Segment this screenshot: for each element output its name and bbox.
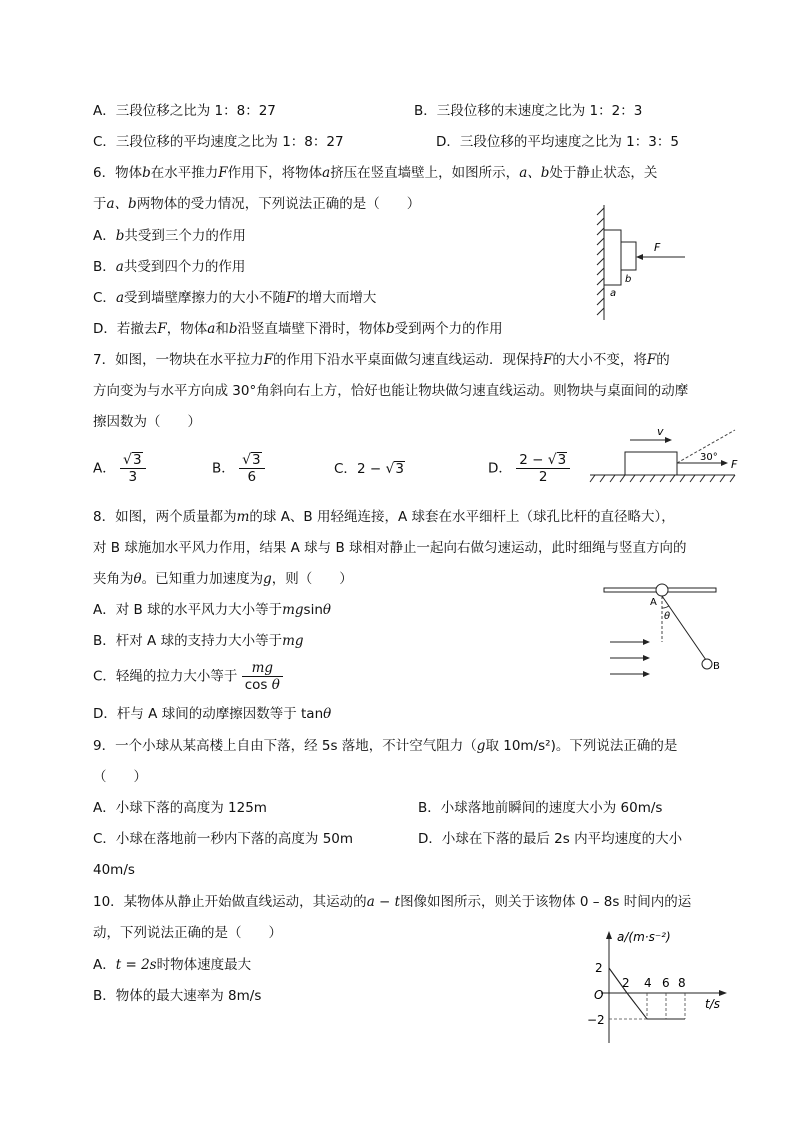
- label-b: B: [713, 661, 720, 672]
- ball-a: [656, 584, 668, 596]
- block: [625, 452, 677, 475]
- q8-c-fraction: $\frac{mg}{\text{cos θ}}$: [242, 660, 283, 693]
- label-b: b: [625, 274, 632, 285]
- q6-option-d: D．若撤去F，物体a和b沿竖直墙壁下滑时，物体b受到两个力的作用: [93, 321, 503, 337]
- q6-stem-line1: 6．物体b在水平推力F作用下，将物体a挤压在竖直墙壁上，如图所示，a、b处于静止状态，关: [93, 165, 658, 181]
- q7-b-fraction: $\frac{√3}{6}$: [239, 452, 265, 485]
- label-f: F: [731, 458, 738, 471]
- q10-option-b: B．物体的最大速率为 8m/s: [93, 988, 262, 1004]
- q9-option-c: C．小球在落地前一秒内下落的高度为 50m: [93, 831, 354, 847]
- q8-option-c: C．轻绳的拉力大小等于 $\frac{mg}{\text{cos θ}}$: [93, 660, 283, 693]
- y-axis-arrowhead: [606, 931, 612, 939]
- block-b: [621, 242, 636, 270]
- label-a: a: [610, 288, 617, 299]
- x-tick-2: 2: [622, 976, 630, 990]
- q9-stem-line2: （ ）: [93, 769, 147, 785]
- block-a: [604, 230, 621, 285]
- x-tick-8: 8: [678, 976, 686, 990]
- q7-stem-line3: 擦因数为（ ）: [93, 414, 201, 430]
- q10-option-a: A．t = 2s时物体速度最大: [93, 957, 252, 973]
- y-axis-label: a/(m·s⁻²): [617, 930, 671, 944]
- y-tick-neg2: −2: [587, 1013, 605, 1027]
- x-axis-label: t/s: [705, 997, 720, 1011]
- q8-stem-line3: 夹角为θ。已知重力加速度为g，则（ ）: [93, 571, 353, 587]
- q8-option-b: B．杆对 A 球的支持力大小等于mg: [93, 633, 304, 649]
- q9-option-b: B．小球落地前瞬间的速度大小为 60m/s: [418, 800, 663, 816]
- x-tick-6: 6: [662, 976, 670, 990]
- q8-stem-line2: 对 B 球施加水平风力作用，结果 A 球与 B 球相对静止一起向右做匀速运动，此时细绳与竖直方向的: [93, 540, 687, 556]
- q10-stem-line2: 动，下列说法正确的是（ ）: [93, 925, 282, 941]
- q6-option-b: B．a共受到四个力的作用: [93, 259, 246, 275]
- q7-option-d: D． $\frac{2 - √3}{2}$: [488, 452, 570, 485]
- q6-wall-figure: [590, 200, 700, 325]
- q7-option-b: B． $\frac{√3}{6}$: [212, 452, 265, 485]
- wall-hatching: [597, 205, 604, 320]
- angle-arc: [662, 606, 669, 608]
- x-axis-arrowhead: [719, 990, 727, 996]
- q6-option-c: C．a受到墙壁摩擦力的大小不随F的增大而增大: [93, 290, 377, 306]
- q7-option-a: A． $\frac{√3}{3}$: [93, 452, 146, 485]
- q7-block-figure: [585, 420, 745, 488]
- y-tick-2: 2: [595, 961, 603, 975]
- q8-option-a: A．对 B 球的水平风力大小等于mgsinθ: [93, 602, 332, 618]
- q5-option-d: D．三段位移的平均速度之比为 1：3：5: [436, 134, 679, 150]
- q7-option-c: C．2 − √3: [334, 461, 404, 477]
- origin-label: O: [594, 988, 604, 1002]
- q10-a-t-graph: [585, 925, 735, 1047]
- q9-stem-line1: 9．一个小球从某高楼上自由下落，经 5s 落地，不计空气阻力（g取 10m/s²)。下列说法正确的是: [93, 738, 678, 754]
- x-tick-4: 4: [644, 976, 652, 990]
- label-30-degrees: 30°: [700, 452, 718, 463]
- q8-rod-figure: [600, 578, 730, 678]
- q9-option-a: A．小球下落的高度为 125m: [93, 800, 267, 816]
- label-v: v: [657, 425, 664, 438]
- label-theta: θ: [664, 611, 671, 622]
- q7-d-fraction: $\frac{2 - √3}{2}$: [516, 452, 570, 485]
- q5-option-c: C．三段位移的平均速度之比为 1：8：27: [93, 134, 344, 150]
- force-arrowhead: [721, 460, 728, 466]
- q8-stem-line1: 8．如图，两个质量都为m的球 A、B 用轻绳连接，A 球套在水平细杆上（球孔比杆的直径略大），: [93, 509, 675, 525]
- q6-stem-line2: 于a、b两物体的受力情况，下列说法正确的是（ ）: [93, 196, 421, 212]
- q8-option-d: D．杆与 A 球间的动摩擦因数等于 tanθ: [93, 706, 332, 722]
- q9-option-d: D．小球在下落的最后 2s 内平均速度的大小: [418, 831, 683, 847]
- q10-stem-line1: 10．某物体从静止开始做直线运动，其运动的a − t图像如图所示，则关于该物体 0 – 8s 时间内的运: [93, 894, 692, 910]
- q6-option-a: A．b共受到三个力的作用: [93, 228, 246, 244]
- q7-stem-line2: 方向变为与水平方向成 30°角斜向右上方，恰好也能让物块做匀速直线运动。则物块与桌面间的动摩: [93, 383, 689, 399]
- label-f: F: [654, 241, 661, 254]
- q7-a-fraction: $\frac{√3}{3}$: [120, 452, 146, 485]
- force-arrowhead: [636, 254, 643, 260]
- wind-arrows: [610, 639, 650, 677]
- q9-option-d-continued: 40m/s: [93, 862, 135, 878]
- velocity-arrowhead: [665, 437, 672, 443]
- label-a: A: [650, 597, 657, 608]
- q7-stem-line1: 7．如图，一物块在水平拉力F的作用下沿水平桌面做匀速直线运动．现保持F的大小不变，将F的: [93, 352, 670, 368]
- q5-option-a: A．三段位移之比为 1：8：27: [93, 103, 276, 119]
- table-hatching: [590, 475, 735, 482]
- q5-option-b: B．三段位移的末速度之比为 1：2：3: [414, 103, 643, 119]
- ball-b: [702, 659, 712, 669]
- string: [662, 596, 706, 660]
